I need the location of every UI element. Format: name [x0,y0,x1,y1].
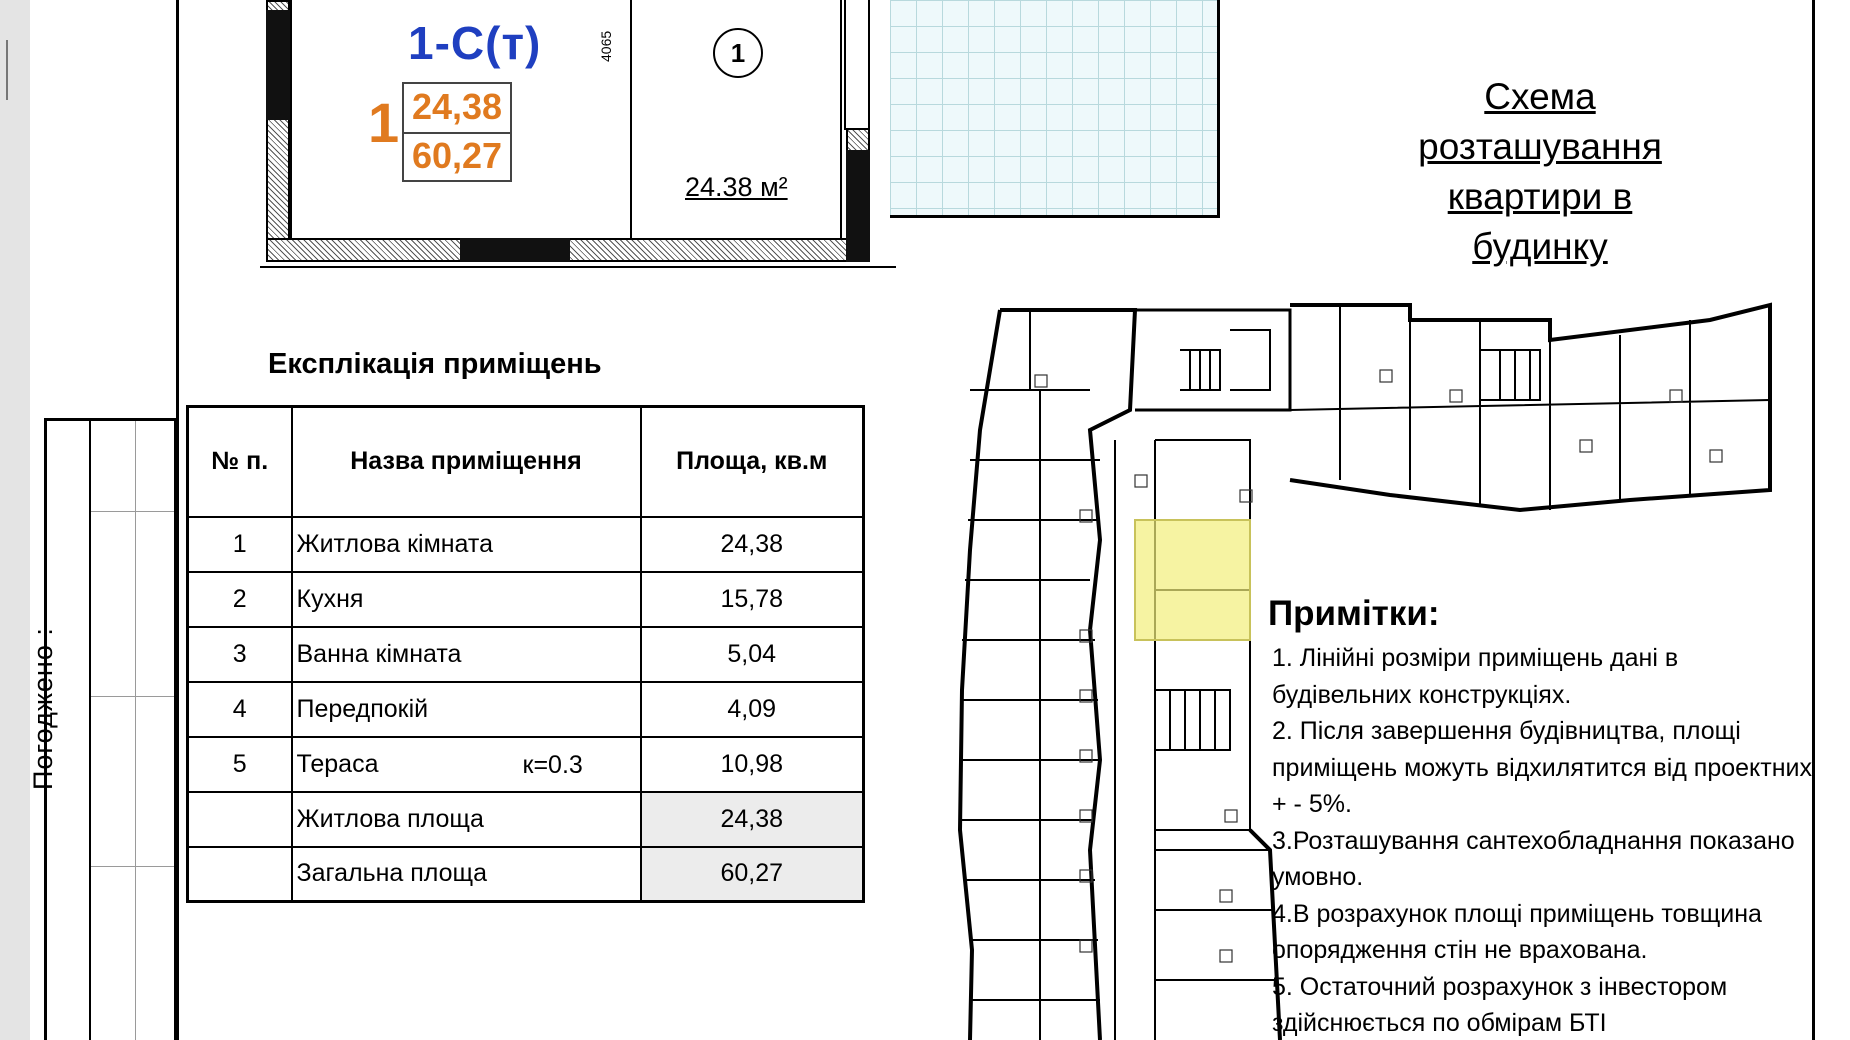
table-row [188,517,864,572]
note-line: здійснюється по обмірам БТІ [1272,1009,1607,1037]
note-line: опорядження стін не врахована. [1272,936,1648,964]
area-box [402,82,512,182]
header-number: № п. [188,407,292,517]
room-area-label: 24.38 м² [685,172,788,202]
row-name: Тераса [296,749,379,778]
row-area: 10,98 [641,737,864,792]
header-area: Площа, кв.м [641,407,864,517]
apartment-plan [250,0,1210,270]
note-line: 1. Лінійні розміри приміщень дані в [1272,644,1679,672]
row-area: 5,04 [641,627,864,682]
approval-label: Погоджено : [28,627,58,790]
row-number: 3 [188,627,292,682]
note-line: приміщень можуть відхилятится від проектних [1272,753,1812,782]
table-row [188,737,864,792]
approval-stamp [44,418,177,1040]
total-area-row [188,847,864,902]
apartment-type-label: 1-С(т) [408,17,542,69]
note-line: умовно. [1272,863,1364,891]
row-name-terrace [292,737,641,792]
note-line: + - 5%. [1272,790,1352,818]
note-line: 4.В розрахунок площі приміщень товщина [1272,899,1762,928]
scheme-title-line: будинку [1472,226,1608,267]
table-row [188,627,864,682]
total-area-label: Загальна площа [292,847,641,902]
scheme-title-line: Схема [1484,76,1596,117]
row-number: 5 [188,737,292,792]
row-name: Ванна кімната [292,627,641,682]
note-line: 5. Остаточний розрахунок з інвестором [1272,972,1728,1001]
living-area-total: 24,38 [641,792,864,847]
explication-title: Експлікація приміщень [268,348,602,380]
living-area-label: Житлова площа [292,792,641,847]
note-line: 2. Після завершення будівництва, площі [1272,717,1741,745]
note-line: будівельних конструкціях. [1272,680,1572,709]
notes-list [1272,640,1832,1040]
table-header-row [188,407,864,517]
row-name: Житлова кімната [292,517,641,572]
table-row [188,572,864,627]
row-number: 2 [188,572,292,627]
row-area: 4,09 [641,682,864,737]
dimension-label: 4065 [598,30,614,62]
explication-table [186,405,865,903]
table-row [188,682,864,737]
living-area-row [188,792,864,847]
living-area-value: 24,38 [411,86,503,127]
scheme-title-line: розташування [1418,126,1662,167]
row-area: 24,38 [641,517,864,572]
row-area: 15,78 [641,572,864,627]
terrace-coefficient: к=0.3 [522,750,583,779]
highlighted-apartment [1135,520,1250,640]
terrace-tile-grid [890,0,1220,218]
row-number: 1 [188,517,292,572]
right-margin [0,0,30,1040]
header-name: Назва приміщення [292,407,641,517]
row-name: Передпокій [292,682,641,737]
scheme-title-line: квартири в [1447,176,1633,217]
note-line: 3.Розташування сантехобладнання показано [1272,826,1795,855]
rooms-count: 1 [368,91,400,154]
total-area-value: 60,27 [411,135,503,176]
room-number-marker: 1 [713,28,763,78]
total-area-total: 60,27 [641,847,864,902]
row-number: 4 [188,682,292,737]
row-name: Кухня [292,572,641,627]
notes-title: Примітки: [1268,594,1440,633]
scheme-title [1360,72,1720,272]
